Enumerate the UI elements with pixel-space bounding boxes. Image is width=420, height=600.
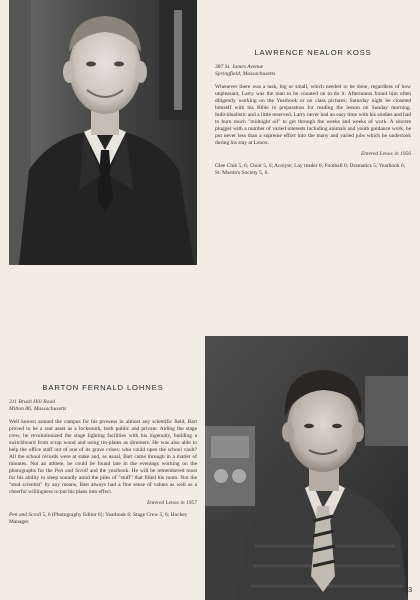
student1-portrait-illustration xyxy=(9,0,197,265)
student1-address-line2: Springfield, Massachusetts xyxy=(215,70,276,77)
student2-biography xyxy=(9,419,197,497)
student2-bio-part1: Well known around the campus for his prowess in almost any scientific field, Bart proved to be a real asset as a locksmith, both public and private. Aiding the stage crew, he revolutionized the stage lighting facilities with his ingenuity, building a switchboard from scrap wood and using tin-plates as dimmers. He was also able to help the office staff out of one of its grave crises: who could open the school vault? All the school records were at stake and, as usual, Bart came through in a matter of minutes. Not an athlete, he could be found late in the evenings working on the photographs for the xyxy=(9,418,197,474)
student1-name: LAWRENCE NEALOR KOSS xyxy=(254,48,372,57)
student2-activities-rest: 5, 6 (Photography Editor 6); Yearbook 6; Stage Crew 5, 6; Hockey Manager. xyxy=(9,512,188,526)
student1-portrait-photo xyxy=(9,0,197,265)
student2-address-line2: Milton 86, Massachusetts xyxy=(9,405,67,412)
student2-name: BARTON FERNALD LOHNES xyxy=(42,383,164,392)
student1-biography: Whenever there was a task, big or small, which needed to be done, regardless of how unpleasant, Larry was the man to be counted on to do it. Afternoons found him often diligently working on the Yearbook or on class pictures; Saturday night he closeted himself with his Bible in preparation for reading the lesson on Sunday morning. Individualistic and a little reserved, Larry never had an easy time with his studies and had to burn much "midnight oil" to get through the weeks and weeks of work. A sincere plugger with a number of varied interests including animals and youth guidance work, he put never less than a supreme effort into the many and varied jobs which he undertook during his stay at Lenox. xyxy=(215,83,411,146)
student2-bio-part2: and the yearbook. He will be remembered most for his ability to sleep soundly amid the piles of "stuff" that filled his room. Not the "stud scientist" by any means, Bart always had a fine sense of values as well as a cheerful willingness to put his plans into effect. xyxy=(9,467,197,496)
page-number: 33 xyxy=(404,587,412,594)
student2-entry xyxy=(9,383,197,526)
student2-activities-italic: Pen and Scroll xyxy=(9,512,42,519)
student1-address-line1: 387 St. James Avenue xyxy=(215,64,264,70)
student2-portrait-illustration xyxy=(205,336,408,600)
student2-entered-year: Entered Lenox in 1957 xyxy=(146,500,197,507)
student2-activities xyxy=(9,512,197,526)
student1-entered-year: Entered Lenox in 1956 xyxy=(360,151,411,158)
student2-portrait-photo xyxy=(205,336,408,600)
student2-bio-italic-title: Pen and Scroll xyxy=(54,467,88,474)
student1-entry xyxy=(215,48,411,177)
student2-address-line1: 311 Brush Hill Road xyxy=(9,399,56,405)
student1-activities: Glee Club 5, 6; Choir 5, 6; Acolyte; Lay reader 6; Football 6; Dramatics 5; Yearbook 6; St. Martin's Society 5, 6. xyxy=(215,163,406,177)
